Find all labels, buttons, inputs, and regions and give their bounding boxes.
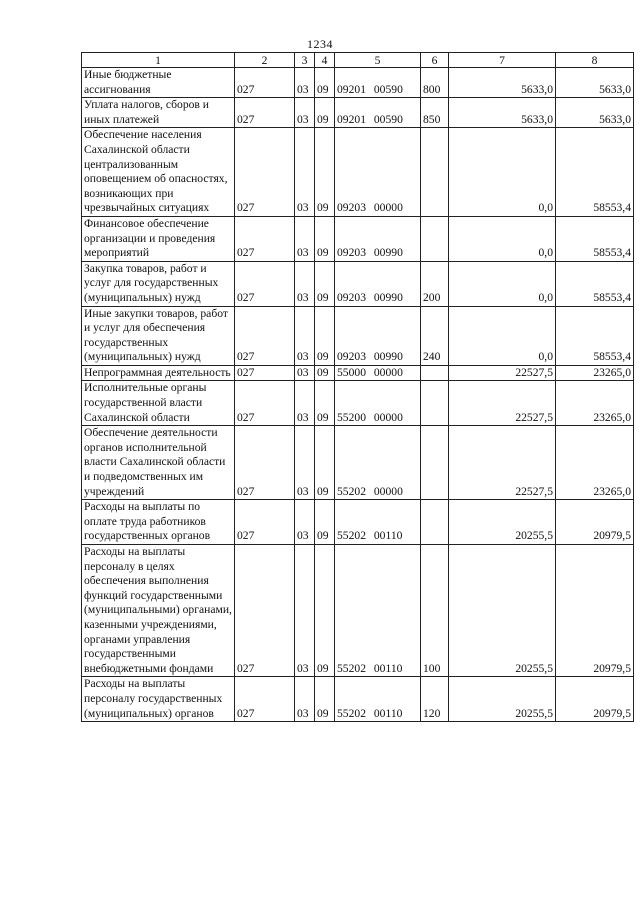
row-subsection-cell: 09	[315, 545, 335, 677]
header-row	[82, 53, 634, 68]
row-admin-code-cell: 027	[235, 261, 295, 306]
row-section-cell: 03	[295, 426, 315, 500]
header-cell-7: 7	[449, 53, 556, 68]
row-section-cell: 03	[295, 261, 315, 306]
row-sum-year2-cell: 5633,0	[556, 68, 634, 98]
row-admin-code-cell: 027	[235, 306, 295, 365]
header-cell-5: 5	[335, 53, 421, 68]
row-section-cell: 03	[295, 306, 315, 365]
header-cell-2: 2	[235, 53, 295, 68]
row-admin-code-cell: 027	[235, 98, 295, 128]
row-target-article-cell: 09203 00000	[335, 128, 421, 217]
table-row	[82, 306, 634, 365]
table-row	[82, 128, 634, 217]
row-subsection-cell: 09	[315, 216, 335, 261]
row-expense-type-cell: 800	[421, 68, 449, 98]
row-target-article-cell: 09203 00990	[335, 306, 421, 365]
row-sum-year2-cell: 20979,5	[556, 545, 634, 677]
table-row	[82, 426, 634, 500]
row-section-cell: 03	[295, 545, 315, 677]
row-subsection-cell: 09	[315, 68, 335, 98]
table-row	[82, 261, 634, 306]
row-sum-year1-cell: 5633,0	[449, 68, 556, 98]
row-expense-type-cell: 120	[421, 677, 449, 722]
row-sum-year1-cell: 0,0	[449, 261, 556, 306]
row-sum-year2-cell: 23265,0	[556, 426, 634, 500]
page-number: 1234	[307, 37, 333, 51]
row-sum-year2-cell: 58553,4	[556, 216, 634, 261]
row-expense-type-cell	[421, 381, 449, 426]
row-subsection-cell: 09	[315, 261, 335, 306]
row-expense-type-cell	[421, 426, 449, 500]
row-expense-type-cell: 200	[421, 261, 449, 306]
row-section-cell: 03	[295, 365, 315, 381]
row-sum-year1-cell: 20255,5	[449, 500, 556, 545]
row-sum-year1-cell: 0,0	[449, 216, 556, 261]
row-admin-code-cell: 027	[235, 545, 295, 677]
row-name-cell: Расходы на выплаты персоналу государственных (муниципальных) органов	[82, 677, 235, 722]
row-admin-code-cell: 027	[235, 500, 295, 545]
row-sum-year2-cell: 58553,4	[556, 128, 634, 217]
row-sum-year1-cell: 20255,5	[449, 677, 556, 722]
table-row	[82, 677, 634, 722]
row-sum-year1-cell: 5633,0	[449, 98, 556, 128]
row-name-cell: Закупка товаров, работ и услуг для государственных (муниципальных) нужд	[82, 261, 235, 306]
row-admin-code-cell: 027	[235, 216, 295, 261]
row-name-cell: Обеспечение деятельности органов исполнительной власти Сахалинской области и подведомственных им учреждений	[82, 426, 235, 500]
row-expense-type-cell	[421, 500, 449, 545]
row-name-cell: Исполнительные органы государственной власти Сахалинской области	[82, 381, 235, 426]
header-cell-6: 6	[421, 53, 449, 68]
row-target-article-cell: 09203 00990	[335, 261, 421, 306]
table-row	[82, 216, 634, 261]
row-sum-year1-cell: 22527,5	[449, 426, 556, 500]
row-name-cell: Обеспечение населения Сахалинской области централизованным оповещением об опасностях, возникающих при чрезвычайных ситуациях	[82, 128, 235, 217]
row-target-article-cell: 55202 00110	[335, 500, 421, 545]
table-row	[82, 500, 634, 545]
row-section-cell: 03	[295, 128, 315, 217]
table-row	[82, 98, 634, 128]
row-sum-year2-cell: 5633,0	[556, 98, 634, 128]
row-target-article-cell: 55200 00000	[335, 381, 421, 426]
row-sum-year1-cell: 22527,5	[449, 381, 556, 426]
row-target-article-cell: 55202 00000	[335, 426, 421, 500]
row-subsection-cell: 09	[315, 677, 335, 722]
budget-table	[81, 52, 634, 722]
row-expense-type-cell	[421, 365, 449, 381]
table-row	[82, 545, 634, 677]
row-subsection-cell: 09	[315, 365, 335, 381]
row-subsection-cell: 09	[315, 426, 335, 500]
row-subsection-cell: 09	[315, 381, 335, 426]
row-admin-code-cell: 027	[235, 128, 295, 217]
row-target-article-cell: 55202 00110	[335, 545, 421, 677]
row-expense-type-cell	[421, 216, 449, 261]
row-admin-code-cell: 027	[235, 426, 295, 500]
row-target-article-cell: 09203 00990	[335, 216, 421, 261]
row-admin-code-cell: 027	[235, 381, 295, 426]
row-section-cell: 03	[295, 500, 315, 545]
table-row	[82, 68, 634, 98]
table-row	[82, 381, 634, 426]
row-target-article-cell: 09201 00590	[335, 98, 421, 128]
row-expense-type-cell	[421, 128, 449, 217]
row-sum-year2-cell: 58553,4	[556, 261, 634, 306]
row-sum-year2-cell: 23265,0	[556, 365, 634, 381]
row-admin-code-cell: 027	[235, 365, 295, 381]
row-name-cell: Иные закупки товаров, работ и услуг для обеспечения государственных (муниципальных) нужд	[82, 306, 235, 365]
row-sum-year1-cell: 22527,5	[449, 365, 556, 381]
row-sum-year1-cell: 0,0	[449, 128, 556, 217]
row-name-cell: Уплата налогов, сборов и иных платежей	[82, 98, 235, 128]
row-name-cell: Финансовое обеспечение организации и проведения мероприятий	[82, 216, 235, 261]
row-name-cell: Расходы на выплаты персоналу в целях обеспечения выполнения функций государственными (муниципальными) органами, казенными учреждениями, органами управления государственными внебюджетными фондами	[82, 545, 235, 677]
row-expense-type-cell: 100	[421, 545, 449, 677]
row-subsection-cell: 09	[315, 128, 335, 217]
row-name-cell: Непрограммная деятельность	[82, 365, 235, 381]
row-name-cell: Иные бюджетные ассигнования	[82, 68, 235, 98]
header-cell-4: 4	[315, 53, 335, 68]
row-admin-code-cell: 027	[235, 677, 295, 722]
row-section-cell: 03	[295, 68, 315, 98]
row-sum-year1-cell: 0,0	[449, 306, 556, 365]
row-section-cell: 03	[295, 677, 315, 722]
row-section-cell: 03	[295, 98, 315, 128]
row-subsection-cell: 09	[315, 98, 335, 128]
row-sum-year2-cell: 20979,5	[556, 500, 634, 545]
row-sum-year1-cell: 20255,5	[449, 545, 556, 677]
row-admin-code-cell: 027	[235, 68, 295, 98]
row-sum-year2-cell: 20979,5	[556, 677, 634, 722]
row-target-article-cell: 55000 00000	[335, 365, 421, 381]
row-expense-type-cell: 240	[421, 306, 449, 365]
header-cell-8: 8	[556, 53, 634, 68]
row-subsection-cell: 09	[315, 306, 335, 365]
row-section-cell: 03	[295, 381, 315, 426]
row-subsection-cell: 09	[315, 500, 335, 545]
header-cell-3: 3	[295, 53, 315, 68]
row-sum-year2-cell: 23265,0	[556, 381, 634, 426]
row-target-article-cell: 55202 00110	[335, 677, 421, 722]
row-expense-type-cell: 850	[421, 98, 449, 128]
row-target-article-cell: 09201 00590	[335, 68, 421, 98]
row-name-cell: Расходы на выплаты по оплате труда работников государственных органов	[82, 500, 235, 545]
row-section-cell: 03	[295, 216, 315, 261]
table-row	[82, 365, 634, 381]
header-cell-1: 1	[82, 53, 235, 68]
row-sum-year2-cell: 58553,4	[556, 306, 634, 365]
